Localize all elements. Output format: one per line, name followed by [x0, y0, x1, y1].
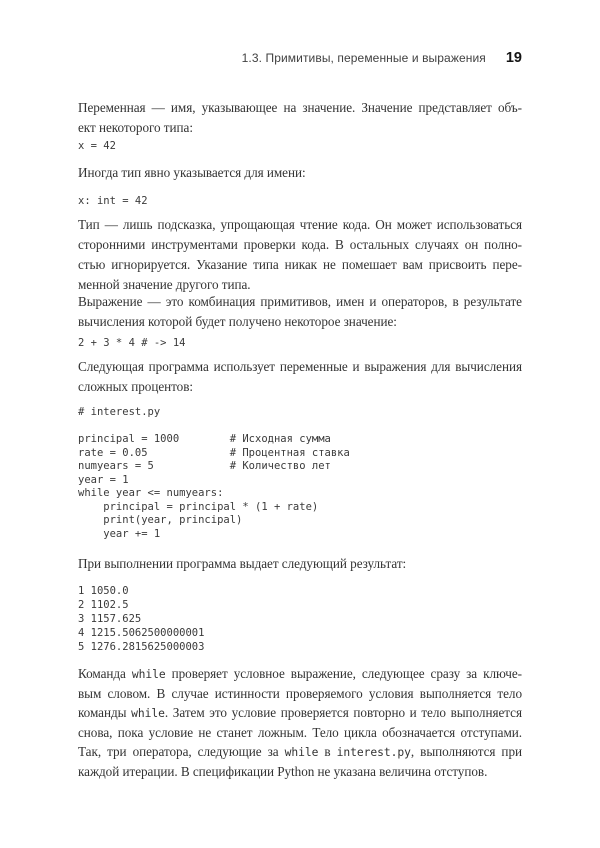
text-segment: сложных процентов:	[78, 379, 194, 394]
text-line	[78, 377, 522, 397]
text-line	[78, 664, 522, 684]
code-line: principal = 1000 # Исходная сумма	[78, 433, 331, 445]
text-segment: Тип — лишь подсказка, упрощающая чтение кода. Он может использоваться	[78, 217, 522, 232]
paragraph-program-intro	[78, 357, 522, 397]
text-line	[78, 235, 522, 255]
code-interest-program	[78, 406, 522, 541]
text-line	[78, 554, 522, 574]
text-segment: каждой итерации. В спецификации Python не указана величина отступов.	[78, 764, 488, 779]
text-line	[78, 255, 522, 275]
text-segment: Так, три оператора, следующие за	[78, 744, 285, 759]
text-line	[78, 292, 522, 312]
code-line: 2 1102.5	[78, 599, 129, 611]
code-line: principal = principal * (1 + rate)	[78, 500, 319, 513]
code-line	[78, 420, 522, 434]
code-x-assignment	[78, 139, 522, 153]
text-line	[78, 742, 522, 762]
text-segment: проверяет условное выражение, следующее сразу за ключе-	[165, 666, 522, 681]
text-segment: вым словом. В случае истинности проверяемого условия выполняется тело	[78, 686, 522, 701]
code-program-output	[78, 584, 522, 654]
text-segment: менной значение другого типа.	[78, 277, 251, 292]
code-x-typed-assignment	[78, 194, 522, 208]
paragraph-output-intro	[78, 554, 522, 574]
text-line	[78, 98, 522, 118]
text-segment: Команда	[78, 666, 132, 681]
text-segment: При выполнении программа выдает следующий результат:	[78, 556, 407, 571]
code-line: while year <= numyears:	[78, 487, 224, 499]
text-segment: . Затем это условие проверяется повторно и тело выполняется	[164, 705, 522, 720]
inline-code: interest.py	[336, 746, 411, 759]
code-line: rate = 0.05 # Процентная ставка	[78, 446, 350, 459]
section-title: 1.3. Примитивы, переменные и выражения	[241, 51, 486, 65]
text-segment: снова, пока условие не станет ложным. Тело цикла обозначается отступами.	[78, 725, 522, 740]
inline-code: while	[284, 746, 319, 759]
text-line	[78, 762, 522, 781]
code-line: 2 + 3 * 4 # -> 14	[78, 337, 186, 349]
text-segment: Следующая программа использует переменные и выражения для вычисления	[78, 359, 522, 374]
paragraph-variable-definition	[78, 98, 522, 138]
text-line	[78, 357, 522, 377]
code-line: 3 1157.625	[78, 613, 142, 625]
page-number: 19	[505, 50, 522, 66]
code-line: year = 1	[78, 473, 129, 486]
text-segment: в	[318, 744, 337, 759]
code-line: x: int = 42	[78, 195, 148, 207]
text-segment: стью игнорируется. Указание типа никак не помешает вам присвоить пере-	[78, 257, 522, 272]
text-line	[78, 703, 522, 723]
running-header	[78, 50, 522, 66]
text-line	[78, 118, 522, 138]
text-line	[78, 215, 522, 235]
paragraph-expression-definition	[78, 292, 522, 332]
code-line: 5 1276.2815625000003	[78, 641, 205, 653]
code-line: x = 42	[78, 140, 116, 152]
text-segment: Переменная — имя, указывающее на значение. Значение представляет объ-	[78, 100, 522, 115]
inline-code: while	[131, 668, 166, 681]
code-line: 4 1215.5062500000001	[78, 627, 205, 639]
paragraph-type-annotation-intro	[78, 163, 522, 183]
paragraph-type-hint-explanation	[78, 215, 522, 295]
text-segment: Иногда тип явно указывается для имени:	[78, 165, 306, 180]
text-line	[78, 684, 522, 703]
text-segment: сторонними инструментами проверки кода. В остальных случаях он полно-	[78, 237, 522, 252]
inline-code: while	[131, 707, 165, 720]
text-segment: , выполняются при	[410, 744, 522, 759]
text-segment: ект некоторого типа:	[78, 120, 193, 135]
code-line: 1 1050.0	[78, 585, 129, 597]
text-segment: вычисления которой будет получено некоторое значение:	[78, 314, 397, 329]
text-line	[78, 163, 522, 183]
code-line: numyears = 5 # Количество лет	[78, 460, 331, 472]
code-line: # interest.py	[78, 406, 161, 418]
text-segment: команды	[78, 705, 132, 720]
code-line: print(year, principal)	[78, 514, 243, 526]
code-expression-example	[78, 336, 522, 350]
text-segment: Выражение — это комбинация примитивов, имен и операторов, в результате	[78, 294, 522, 309]
code-line: year += 1	[78, 527, 161, 540]
text-line	[78, 723, 522, 742]
text-line	[78, 312, 522, 332]
paragraph-while-explanation	[78, 664, 522, 781]
